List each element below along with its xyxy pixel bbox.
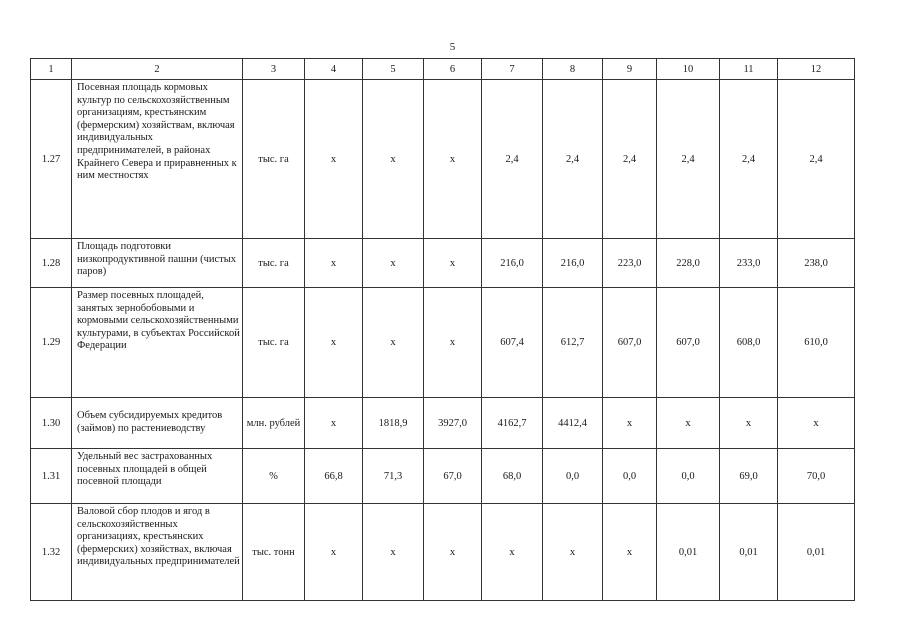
value-cell: х	[657, 398, 720, 449]
row-unit: %	[243, 449, 305, 504]
value-cell: х	[363, 239, 424, 288]
value-cell: 607,0	[603, 288, 657, 398]
value-cell: 68,0	[482, 449, 543, 504]
value-cell: 2,4	[603, 80, 657, 239]
table-row	[31, 398, 855, 449]
table-header-row	[31, 59, 855, 80]
row-description: Валовой сбор плодов и ягод в сельскохозяйственных организациях, крестьянских (фермерских) хозяйствах, включая индивидуальных предпринимателей	[72, 504, 243, 601]
table-row	[31, 80, 855, 239]
table-row	[31, 449, 855, 504]
value-cell: 69,0	[720, 449, 778, 504]
value-cell: 4162,7	[482, 398, 543, 449]
value-cell: 2,4	[657, 80, 720, 239]
value-cell: 3927,0	[424, 398, 482, 449]
column-header: 1	[31, 59, 72, 80]
column-header: 7	[482, 59, 543, 80]
value-cell: 0,01	[720, 504, 778, 601]
row-unit: тыс. га	[243, 80, 305, 239]
value-cell: 2,4	[482, 80, 543, 239]
column-header: 9	[603, 59, 657, 80]
value-cell: х	[424, 80, 482, 239]
page-number: 5	[449, 41, 456, 53]
value-cell: х	[424, 288, 482, 398]
column-header: 6	[424, 59, 482, 80]
row-description: Удельный вес застрахованных посевных площадей в общей посевной площади	[72, 449, 243, 504]
value-cell: 0,01	[778, 504, 855, 601]
row-number: 1.30	[31, 398, 72, 449]
value-cell: х	[603, 504, 657, 601]
table-row	[31, 239, 855, 288]
column-header: 8	[543, 59, 603, 80]
row-description: Объем субсидируемых кредитов (займов) по растениеводству	[72, 398, 243, 449]
column-header: 10	[657, 59, 720, 80]
value-cell: 607,0	[657, 288, 720, 398]
column-header: 4	[305, 59, 363, 80]
column-header: 2	[72, 59, 243, 80]
row-number: 1.28	[31, 239, 72, 288]
table-row	[31, 504, 855, 601]
value-cell: х	[305, 504, 363, 601]
row-description: Посевная площадь кормовых культур по сельскохозяйственным организациям, крестьянским (фермерским) хозяйствам, включая индивидуальных предпринимателей, в районах Крайнего Севера и приравненных к ним местностях	[72, 80, 243, 239]
value-cell: 216,0	[543, 239, 603, 288]
value-cell: 2,4	[720, 80, 778, 239]
value-cell: 66,8	[305, 449, 363, 504]
value-cell: х	[305, 239, 363, 288]
value-cell: 607,4	[482, 288, 543, 398]
value-cell: х	[363, 504, 424, 601]
value-cell: х	[305, 398, 363, 449]
value-cell: 223,0	[603, 239, 657, 288]
value-cell: х	[603, 398, 657, 449]
value-cell: 0,0	[603, 449, 657, 504]
value-cell: 233,0	[720, 239, 778, 288]
column-header: 3	[243, 59, 305, 80]
value-cell: 2,4	[778, 80, 855, 239]
row-number: 1.31	[31, 449, 72, 504]
row-number: 1.32	[31, 504, 72, 601]
row-unit: млн. рублей	[243, 398, 305, 449]
value-cell: 238,0	[778, 239, 855, 288]
value-cell: 4412,4	[543, 398, 603, 449]
value-cell: 0,01	[657, 504, 720, 601]
value-cell: х	[778, 398, 855, 449]
column-header: 11	[720, 59, 778, 80]
row-unit: тыс. га	[243, 239, 305, 288]
value-cell: 70,0	[778, 449, 855, 504]
value-cell: 608,0	[720, 288, 778, 398]
value-cell: 67,0	[424, 449, 482, 504]
value-cell: 0,0	[543, 449, 603, 504]
value-cell: 610,0	[778, 288, 855, 398]
value-cell: 1818,9	[363, 398, 424, 449]
row-number: 1.27	[31, 80, 72, 239]
data-table	[30, 58, 855, 601]
value-cell: 216,0	[482, 239, 543, 288]
value-cell: х	[363, 288, 424, 398]
value-cell: х	[305, 80, 363, 239]
row-description: Площадь подготовки низкопродуктивной пашни (чистых паров)	[72, 239, 243, 288]
value-cell: 612,7	[543, 288, 603, 398]
value-cell: х	[482, 504, 543, 601]
value-cell: 0,0	[657, 449, 720, 504]
value-cell: х	[305, 288, 363, 398]
value-cell: х	[424, 504, 482, 601]
value-cell: 71,3	[363, 449, 424, 504]
value-cell: х	[363, 80, 424, 239]
column-header: 12	[778, 59, 855, 80]
row-unit: тыс. га	[243, 288, 305, 398]
value-cell: 2,4	[543, 80, 603, 239]
value-cell: х	[543, 504, 603, 601]
row-number: 1.29	[31, 288, 72, 398]
value-cell: х	[424, 239, 482, 288]
value-cell: х	[720, 398, 778, 449]
column-header: 5	[363, 59, 424, 80]
row-description: Размер посевных площадей, занятых зернобобовыми и кормовыми сельскохозяйственными культурами, в субъектах Российской Федерации	[72, 288, 243, 398]
value-cell: 228,0	[657, 239, 720, 288]
row-unit: тыс. тонн	[243, 504, 305, 601]
table-row	[31, 288, 855, 398]
